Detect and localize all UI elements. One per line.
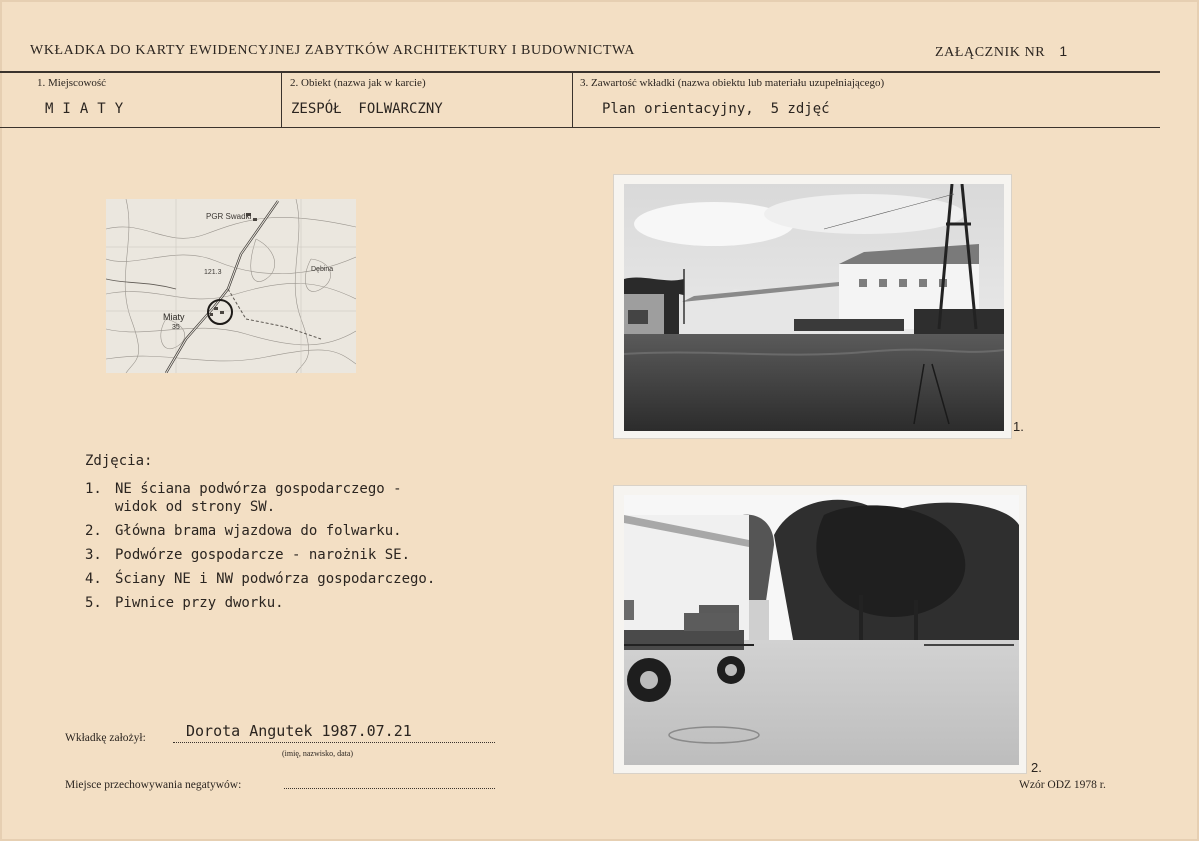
list-item-number: 1. [85, 481, 102, 497]
header-rule-top [0, 71, 1160, 73]
photo-2-number: 2. [1031, 760, 1042, 775]
list-item-number: 5. [85, 595, 102, 611]
contents-value: Plan orientacyjny, 5 zdjęć [602, 101, 830, 117]
annex-label-text: ZAŁĄCZNIK NR [935, 45, 1046, 60]
annex-label [935, 43, 1068, 61]
founded-by-hint: (imię, nazwisko, data) [282, 749, 354, 758]
negatives-line [284, 788, 495, 789]
list-item-text: NE ściana podwórza gospodarczego - widok od strony SW. [115, 481, 402, 515]
field-divider-1 [281, 73, 282, 127]
map-label-elevation: 35 [172, 324, 180, 331]
list-item-text: Ściany NE i NW podwórza gospodarczego. [115, 571, 436, 587]
map-label-debina: Dębina [311, 266, 334, 273]
field-divider-2 [572, 73, 573, 127]
photo-1-number: 1. [1013, 419, 1024, 434]
header-rule-bottom [0, 127, 1160, 128]
map-label-height: 121.3 [204, 269, 222, 276]
form-title: WKŁADKA DO KARTY EWIDENCYJNEJ ZABYTKÓW ARCHITEKTURY I BUDOWNICTWA [30, 43, 635, 58]
list-item-text: Podwórze gospodarcze - narożnik SE. [115, 547, 411, 563]
founded-by-label: Wkładkę założył: [65, 732, 146, 744]
founded-by-line [173, 742, 495, 743]
map-label-pgr: PGR Swadki [206, 212, 252, 221]
photos-heading: Zdjęcia: [85, 453, 153, 469]
photo-1-image [624, 184, 1004, 431]
map-label-miaty: Miaty [163, 312, 185, 322]
form-version: Wzór ODZ 1978 r. [1019, 779, 1106, 791]
list-item [85, 570, 435, 588]
photo-1 [614, 175, 1011, 438]
locality-label: 1. Miejscowość [37, 77, 107, 89]
list-item [85, 522, 435, 540]
object-label: 2. Obiekt (nazwa jak w karcie) [290, 77, 426, 89]
list-item-number: 2. [85, 523, 102, 539]
list-item [85, 480, 435, 516]
photo-list [85, 480, 435, 618]
negatives-label: Miejsce przechowywania negatywów: [65, 779, 242, 791]
list-item-text: Piwnice przy dworku. [115, 595, 284, 611]
object-value: ZESPÓŁ FOLWARCZNY [291, 101, 443, 117]
photo-2 [614, 486, 1026, 773]
contents-label: 3. Zawartość wkładki (nazwa obiektu lub materiału uzupełniającego) [580, 77, 885, 89]
list-item [85, 546, 435, 564]
founded-by-value: Dorota Angutek 1987.07.21 [186, 722, 412, 740]
list-item [85, 594, 435, 612]
map-drawing [106, 199, 356, 373]
orientation-map [106, 199, 356, 373]
list-item-text: Główna brama wjazdowa do folwarku. [115, 523, 402, 539]
list-item-number: 3. [85, 547, 102, 563]
annex-number: 1 [1059, 43, 1068, 59]
list-item-number: 4. [85, 571, 102, 587]
locality-value: MIATY [45, 101, 133, 117]
photo-2-image [624, 495, 1019, 765]
